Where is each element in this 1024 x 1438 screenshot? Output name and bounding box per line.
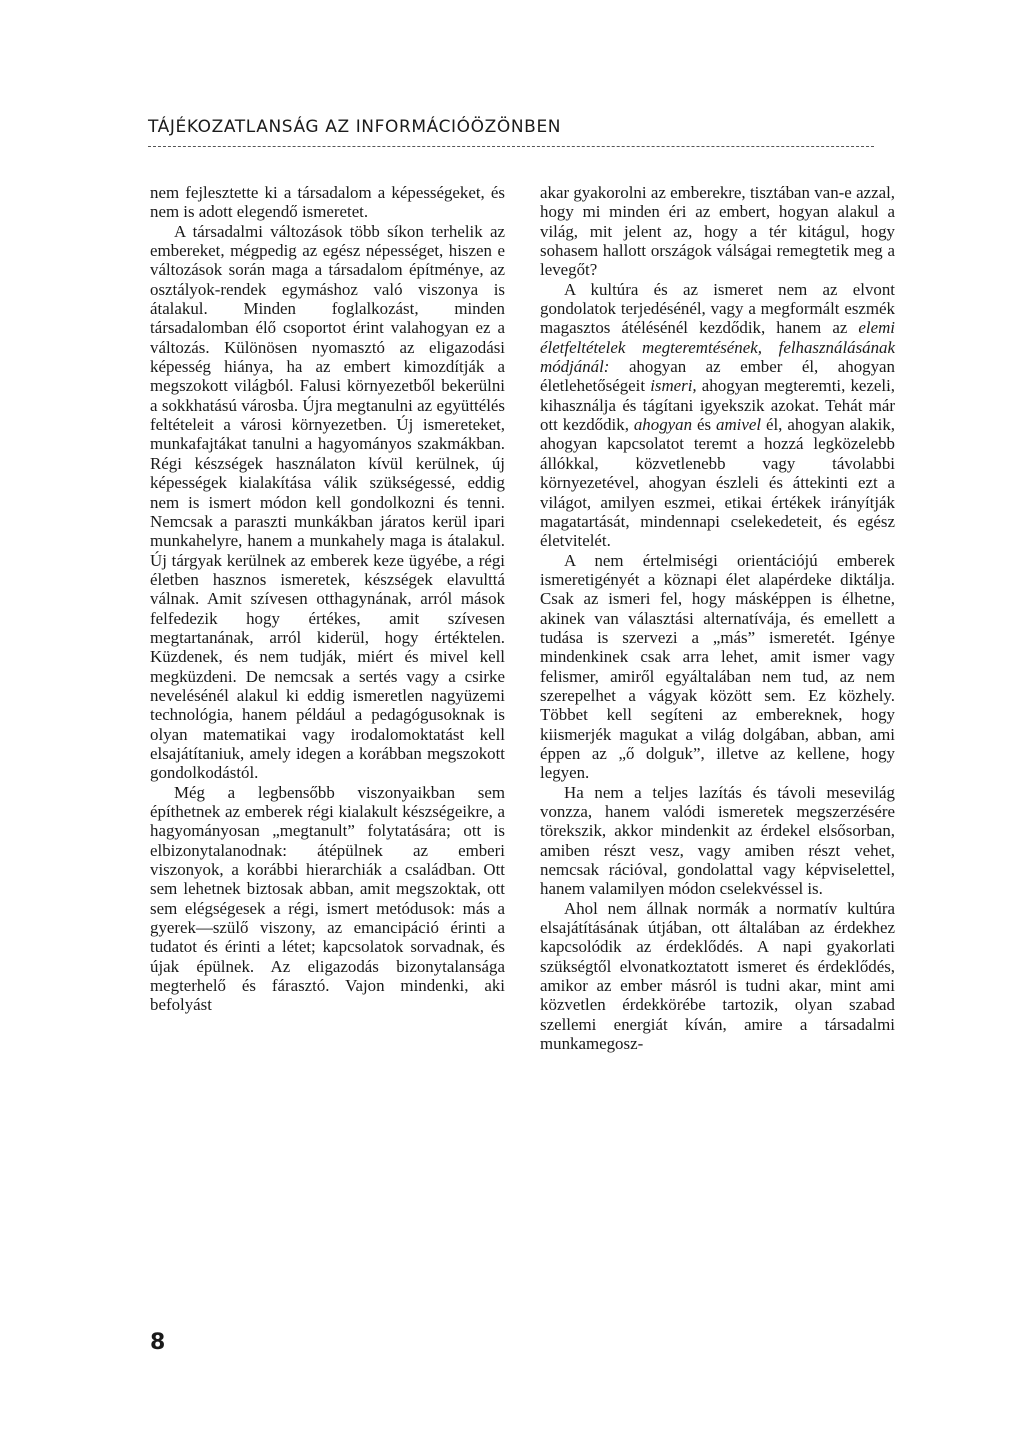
right-column: [540, 183, 895, 1053]
text-run: és: [692, 415, 716, 435]
emphasis: amivel: [716, 415, 762, 435]
paragraph: A nem értelmiségi orientációjú emberek ismeretigényét a köznapi élet alapérdeke diktálja. Csak az ismeri fel, hogy másképpen is élhetne, akinek van választási alternatívája, és emellett a tudása is szervezi a „más” ismeretét. Igénye mindenkinek csak arra lehet, amit ismer vagy felismer, amiről egyáltalában nem tud, az nem szerepelhet a vágyak között sem. Ez közhely. Többet kell segíteni az embereknek, hogy kiismerjék magukat a világ dolgában, abban, ami éppen az „ő dolguk”, illetve az kellene, hogy legyen.: [540, 550, 895, 783]
paragraph: Ahol nem állnak normák a normatív kultúra elsajátításának útjában, ott általában az érdekhez kapcsolódik az érdeklődés. A napi gyakorlati szükségtől elvonatkoztatott ismeret és érdeklődés, amikor az ember másról is tudni akar, mint ami közvetlen érdekkörébe tartozik, olyan szabad szellemi energiát kíván, amire a társadalmi munkamegosz-: [540, 898, 895, 1054]
page-number: 8: [150, 1330, 166, 1355]
paragraph: Még a legbensőbb viszonyaikban sem építhetnek az emberek régi kialakult készségeikre, a hagyományosan „megtanult” folytatására; ott is elbizonytalanodnak: átépülnek az emberi viszonyok, a korábbi hierarchiák a családban. Ott sem lehetnek biztosak abban, amit megszoktak, ott sem elégségesek a régi, ismert metódusok: más a gyerek—szülő viszony, az emancipáció érinti a tudatot és érinti a létet; kapcsolatok sorvadnak, és újak épülnek. Az eligazodás bizonytalansága megterhelő és fárasztó. Vajon mindenki, aki befolyást: [150, 782, 505, 1015]
text-run: ahogyan az ember él, ahogyan életlehetőségeit: [540, 357, 895, 396]
paragraph: [540, 280, 895, 551]
emphasis: elemi életfeltételek megteremtésének, felhasználásának módjánál:: [540, 318, 895, 377]
paragraph: A társadalmi változások több síkon terhelik az embereket, mégpedig az egész népességet, hiszen e változások során maga a társadalom építménye, az osztályok-rendek egymáshoz való viszonya is átalakul. Minden foglalkozást, minden társadalomban élő csoportot érint valahogyan ez a változás. Különösen nyomasztó az eligazodási képesség hiánya, ha az embert kimozdítják a megszokott világból. Falusi környezetből bekerülni a sokkhatású városba. Újra megtanulni az együttélés feltételeit a városi környezetben. Új ismereteket, munkafajtákat tanulni a hagyományos szakmákban. Régi készségek használaton kívül kerülnek, új képességek kialakítása válik szükségessé, eddig nem is ismert módon kell gondolkozni és tenni. Nemcsak a paraszti munkákban járatos kerül ipari munkahelyre, hanem a munkahely maga is átalakul. Új tárgyak kerülnek az emberek keze ügyébe, a régi életben hasznos ismeretek, készségek elavulttá válnak. Amit szívesen otthagynának, arról mások felfedezik hogy értékes, amit szívesen megtartanának, arról kiderül, hogy értéktelen. Küzdenek, és nem tudják, miért és mivel kell megküzdeni. De nemcsak a sertés vagy a csirke nevelésénél alakul ki eddig ismeretlen nagyüzemi technológia, hanem például a pedagógusoknak is olyan matematikai vagy irodalomoktatást kell elsajátítaniuk, amely idegen a korábban megszokott gondolkodástól.: [150, 221, 505, 783]
paragraph: akar gyakorolni az emberekre, tisztában van-e azzal, hogy mi minden éri az embert, hogyan alakul a világ, mit jelent az, hogy a tér kitágul, hogy sohasem hallott országok válságai remegtetik meg a levegőt?: [540, 183, 895, 280]
emphasis: ismeri,: [650, 376, 697, 396]
paragraph: nem fejlesztette ki a társadalom a képességeket, és nem is adott elegendő ismeretet.: [150, 183, 505, 222]
running-title: TÁJÉKOZATLANSÁG AZ INFORMÁCIÓÖZÖNBEN: [148, 117, 562, 137]
text-run: él, ahogyan alakik, ahogyan kapcsolatot teremt a hozzá legközelebb állókkal, közvetlenebb vagy távolabbi környezetével, ahogyan észleli és áttekinti ezt a világot, amilyen eszmei, etikai értékek irányítják magatartását, mindennapi cselekedeteit, és egész életvitelét.: [540, 415, 895, 551]
text-run: ahogyan megteremti, kezeli, kihasználja és tágítani igyekszik azokat. Tehát már ott kezdődik,: [540, 376, 895, 435]
header-rule: [148, 146, 874, 147]
left-column: [150, 183, 505, 1015]
paragraph: Ha nem a teljes lazítás és távoli mesevilág vonzza, hanem valódi ismeretek megszerzésére törekszik, akkor mindenkit az érdekel elsősorban, amiben részt vesz, vagy amiben részt vehet, nemcsak rációval, gondolattal vagy képviselettel, hanem valamilyen módon cselekvéssel is.: [540, 782, 895, 899]
text-run: A kultúra és az ismeret nem az elvont gondolatok terjedésénél, vagy a megformált eszmék magasztos átélésénél kezdődik, hanem az: [540, 279, 895, 338]
emphasis: ahogyan: [633, 415, 693, 435]
